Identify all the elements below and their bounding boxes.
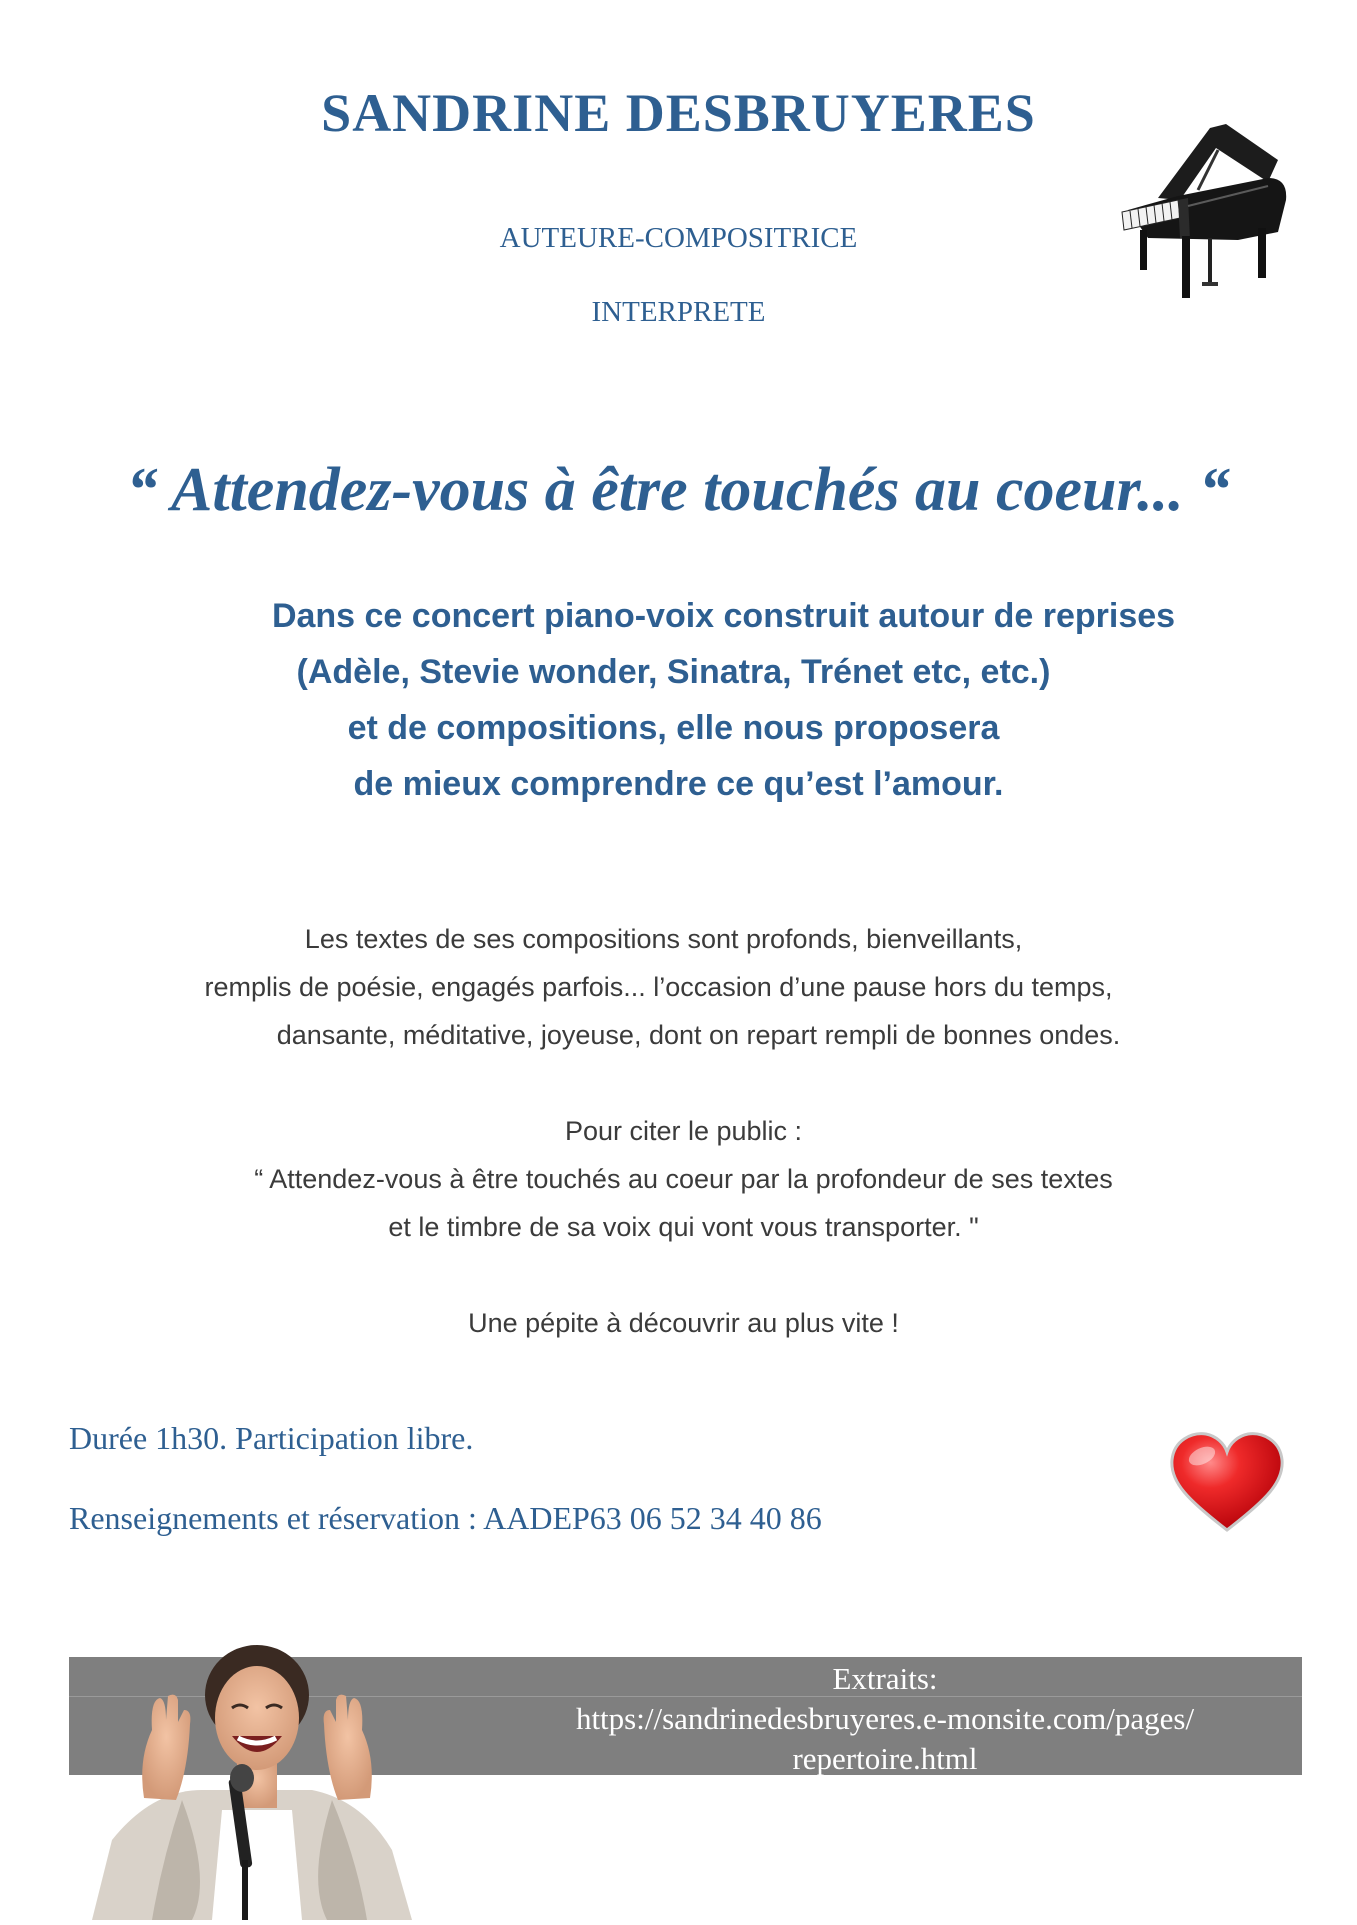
- role-performer: INTERPRETE: [591, 296, 766, 328]
- intro-line: et de compositions, elle nous proposera: [347, 709, 1000, 747]
- intro-line: (Adèle, Stevie wonder, Sinatra, Trénet etc, etc.): [296, 653, 1051, 691]
- intro-line: de mieux comprendre ce qu’est l’amour.: [353, 765, 1004, 803]
- concert-intro: [0, 588, 1357, 812]
- extracts-text: [500, 1659, 1270, 1779]
- duration-info: Durée 1h30. Participation libre.: [69, 1420, 474, 1456]
- extracts-link-continued[interactable]: repertoire.html: [792, 1741, 978, 1776]
- description: [0, 915, 1357, 1059]
- closing-text: Une pépite à découvrir au plus vite !: [468, 1308, 899, 1338]
- heart-icon: [1168, 1430, 1286, 1534]
- description-line: remplis de poésie, engagés parfois... l’occasion d’une pause hors du temps,: [204, 972, 1113, 1002]
- artist-name: SANDRINE DESBRUYERES: [321, 83, 1036, 143]
- role-author-composer: AUTEURE-COMPOSITRICE: [499, 222, 858, 254]
- intro-line: Dans ce concert piano-voix construit autour de reprises: [271, 597, 1176, 635]
- extracts-label: Extraits:: [832, 1661, 938, 1696]
- quote-line: et le timbre de sa voix qui vont vous transporter. ": [388, 1212, 979, 1242]
- booking-info: Renseignements et réservation : AADEP63 06 52 34 40 86: [69, 1500, 822, 1536]
- quote-intro: Pour citer le public :: [564, 1116, 803, 1146]
- audience-quote: [0, 1107, 1357, 1251]
- grand-piano-icon: [1118, 120, 1298, 310]
- extracts-link[interactable]: https://sandrinedesbruyeres.e-monsite.com/pages/: [575, 1701, 1195, 1736]
- description-line: Les textes de ses compositions sont profonds, bienveillants,: [304, 924, 1023, 954]
- closing-line: [0, 1299, 1357, 1347]
- quote-line: “ Attendez-vous à être touchés au coeur par la profondeur de ses textes: [254, 1164, 1113, 1194]
- singer-photo: [92, 1640, 422, 1920]
- tagline-quote: “ Attendez-vous à être touchés au coeur... “: [126, 456, 1231, 524]
- description-line: dansante, méditative, joyeuse, dont on repart rempli de bonnes ondes.: [276, 1020, 1121, 1050]
